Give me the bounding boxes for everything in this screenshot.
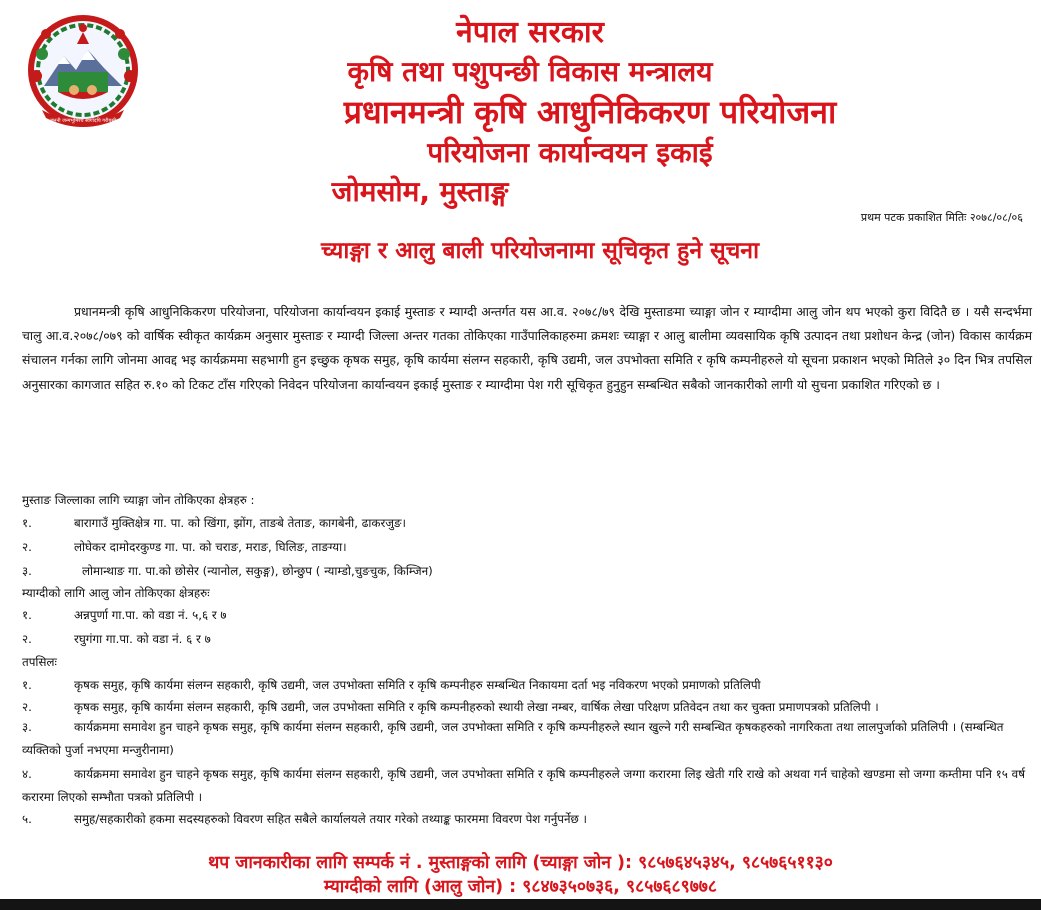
item-number: १. — [22, 678, 32, 692]
footer-contact-myagdi: म्याग्दीको लागि (आलु जोन) : ९८४७३५०७३६, ९८५७६८९७७८ — [323, 877, 718, 897]
item-text: लोघेकर दामोदरकुण्ड गा. पा. को चराङ, मराङ, घिलिङ, ताङग्या। — [74, 540, 347, 554]
item-text: समुह/सहकारीको हकमा सदस्यहरुको विवरण सहित सबैले कार्यालयले तयार गरेको तथ्याङ्क फारममा विवरण पेश गर्नुपर्नेछ । — [74, 812, 588, 826]
header-location: जोमसोम, मुस्ताङ्ग — [331, 175, 509, 208]
header-unit: परियोजना कार्यान्वयन इकाई — [427, 136, 713, 169]
item-number: १. — [22, 608, 32, 622]
mustang-heading: मुस्ताङ जिल्लाका लागि च्याङ्गा जोन तोकिएका क्षेत्रहरु : — [22, 493, 255, 507]
item-number: २. — [22, 540, 32, 554]
published-date: प्रथम पटक प्रकाशित मितिः २०७८/०८/०६ — [860, 211, 1023, 224]
footer-contact-mustang: थप जानकारीका लागि सम्पर्क नं . मुस्ताङ्गको लागि (च्याङ्गा जोन ): ९८५७६४५३४५, ९८५७६५११३० — [208, 853, 833, 873]
item-text: कृषक समुह, कृषि कार्यमा संलग्न सहकारी, कृषि उद्यमी, जल उपभोक्ता समिति र कृषि कम्पनीहरु सम्बन्धित निकायमा दर्ता भइ नविकरण भएको प्रमाणको प्रतिलिपी — [74, 678, 761, 692]
myagdi-heading: म्याग्दीको लागि आलु जोन तोकिएका क्षेत्रहरुः — [22, 586, 210, 600]
item-text: अन्नपुर्णा गा.पा. को वडा नं. ५,६ र ७ — [74, 608, 227, 622]
item-text: लोमान्थाङ गा. पा.को छोसेर (न्यानोल, सकुङ्ग), छोन्छुप ( न्याम्डो,चुङचुक, किम्जिन) — [82, 564, 433, 578]
intro-paragraph: प्रधानमन्त्री कृषि आधुनिकिकरण परियोजना, परियोजना कार्यान्वयन इकाई मुस्ताङ र म्याग्दी अन्तर्गत यस आ.व. २०७८/७९ देखि मुस्ताङमा च्याङ्गा जोन र म्याग्दीमा आलु जोन थप भएको कुरा विदितै छ । यसै सन्दर्भमा चालु आ.व.२०७८/०७९ को वार्षिक स्वीकृत कार्यक्रम अनुसार मुस्ताङ र म्याग्दी जिल्ला अन्तर गतका तोकिएका गाउँपालिकाहरुमा क्रमशः च्याङ्गा र आलु बालीमा व्यवसायिक कृषि उत्पादन तथा प्रशोधन केन्द्र (जोन) विकास कार्यक्रम संचालन गर्नका लागि जोनमा आवद्द भइ कार्यक्रममा सहभागी हुन इच्छुक कृषक समुह, कृषि कार्यमा संलग्न सहकारी, कृषि उद्यमी, जल उपभोक्ता समिति र कृषि कम्पनीहरुले यो सूचना प्रकाशन भएको मितिले ३० दिन भित्र तपसिल अनुसारका कागजात सहित रु.१० को टिकट टाँस गरिएको निवेदन परियोजना कार्यान्वयन इकाई मुस्ताङ र म्याग्दीमा पेश गरी सूचिकृत हुनुहुन सम्बन्धित सबैको जानकारीको लागी यो सुचना प्रकाशित गरिएको छ । — [22, 304, 1032, 392]
item-number: २. — [22, 700, 32, 714]
item-number: ३. — [22, 720, 32, 734]
item-text: कार्यक्रममा समावेश हुन चाहने कृषक समुह, कृषि कार्यमा संलग्न सहकारी, कृषि उद्यमी, जल उपभोक्ता समिति र कृषि कम्पनीहरुले स्थान खुल्ने गरी सम्बन्धित कृषकहरुको नागरिकता तथा लालपुर्जाको प्रतिलिपी । (सम्बन्धित व्यक्तिको पुर्जा नभएमा मन्जुरीनामा) — [22, 720, 1004, 757]
list-item — [22, 716, 1034, 762]
header-ministry: कृषि तथा पशुपन्छी विकास मन्त्रालय — [347, 55, 713, 88]
item-number: ४. — [22, 767, 32, 781]
list-item — [22, 763, 1034, 809]
tapasil-heading: तपसिलः — [22, 655, 57, 669]
item-text: बारागाउँ मुक्तिक्षेत्र गा. पा. को खिंगा, झोंग, ताङबे तेताङ, कागबेनी, ढाकरजुङ। — [74, 516, 407, 530]
item-number: २. — [22, 632, 32, 646]
item-number: ५. — [22, 812, 32, 826]
header-government: नेपाल सरकार — [456, 15, 604, 50]
item-text: कार्यक्रममा समावेश हुन चाहने कृषक समुह, कृषि कार्यमा संलग्न सहकारी, कृषि उद्यमी, जल उपभोक्ता समिति र कृषि कम्पनीहरुले जग्गा करारमा लिइ खेती गरि राखे को अथवा गर्न चाहेको खण्डमा सो जग्गा कम्तीमा पनि १५ वर्ष करारमा लिएको सम्भौता पत्रको प्रतिलिपी । — [22, 767, 1026, 804]
item-text: रघुगंगा गा.पा. को वडा नं. ६ र ७ — [74, 632, 211, 646]
emblem-caption: जननी जन्मभूमिश्च स्वर्गादपि गरीयसी — [49, 118, 117, 124]
item-number: १. — [22, 516, 32, 530]
nepal-emblem-icon — [22, 14, 144, 132]
item-text: कृषक समुह, कृषि कार्यमा संलग्न सहकारी, कृषि उद्यमी, जल उपभोक्ता समिति र कृषि कम्पनीहरुको स्थायी लेखा नम्बर, वार्षिक लेखा परिक्षण प्रतिवेदन तथा कर चुक्ता प्रमाणपत्रको प्रतिलिपी । — [74, 700, 879, 714]
notice-title: च्याङ्गा र आलु बाली परियोजनामा सूचिकृत हुने सूचना — [320, 238, 760, 264]
bottom-bar — [0, 899, 1041, 910]
header-project: प्रधानमन्त्री कृषि आधुनिकिकरण परियोजना — [343, 93, 837, 131]
item-number: ३. — [22, 564, 32, 578]
